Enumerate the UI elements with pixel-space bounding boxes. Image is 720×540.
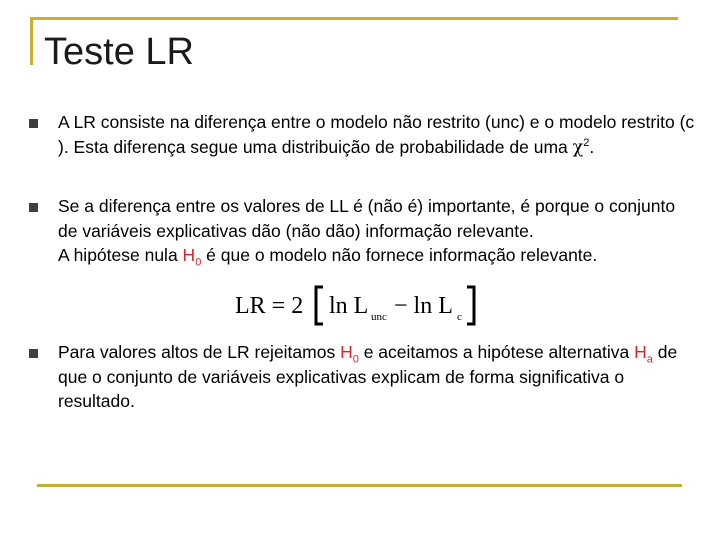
h0-symbol: $H_0$	[182, 245, 202, 269]
bullet-3-part-b: e aceitamos a hipótese alternativa	[358, 342, 635, 362]
bullet-2-line2b: é que o modelo não fornece informação relevante.	[201, 245, 598, 265]
bullet-2-line1: Se a diferença entre os valores de LL é (não é) importante, é porque o conjunto de variáveis explicativas dão (não dão) informação relevante.	[58, 196, 676, 241]
ha-symbol: $H_a$	[634, 342, 653, 366]
bullet-1-body: A LR consiste na diferença entre o modelo não restrito (unc) e o modelo restrito (c ). Esta diferença segue uma distribuição de probabilidade de uma	[58, 112, 695, 157]
bullet-2-text	[58, 194, 698, 268]
formula-sub-c: c	[457, 311, 462, 323]
bullet-square-icon	[29, 203, 38, 212]
bullet-1-text	[58, 110, 698, 160]
left-bracket	[316, 287, 323, 324]
bullet-square-icon	[29, 119, 38, 128]
bullet-3-text	[58, 340, 698, 414]
slide-title: Teste LR	[44, 31, 194, 73]
chi-exponent: 2	[583, 136, 590, 149]
bottom-rule	[37, 484, 682, 487]
bullet-3-part-c: de que o conjunto de variáveis explicativas explicam de forma significativa o resultado.	[58, 342, 678, 411]
formula-lhs: LR = 2	[235, 293, 304, 319]
formula-ln1: ln L	[329, 293, 369, 319]
bullet-3-part-a: Para valores altos de LR rejeitamos	[58, 342, 341, 362]
formula-sub-unc: unc	[371, 311, 387, 323]
chi-symbol: χ	[572, 137, 584, 158]
bullet-square-icon	[29, 349, 38, 358]
left-rule	[30, 17, 33, 65]
h0-symbol: $H_0$	[340, 342, 359, 366]
right-bracket	[467, 287, 474, 324]
lr-formula	[235, 284, 485, 326]
formula-minus-ln: − ln L	[394, 293, 453, 319]
bullet-1-period: .	[589, 136, 595, 157]
top-rule	[30, 17, 678, 20]
bullet-2-line2a: A hipótese nula	[58, 245, 183, 265]
